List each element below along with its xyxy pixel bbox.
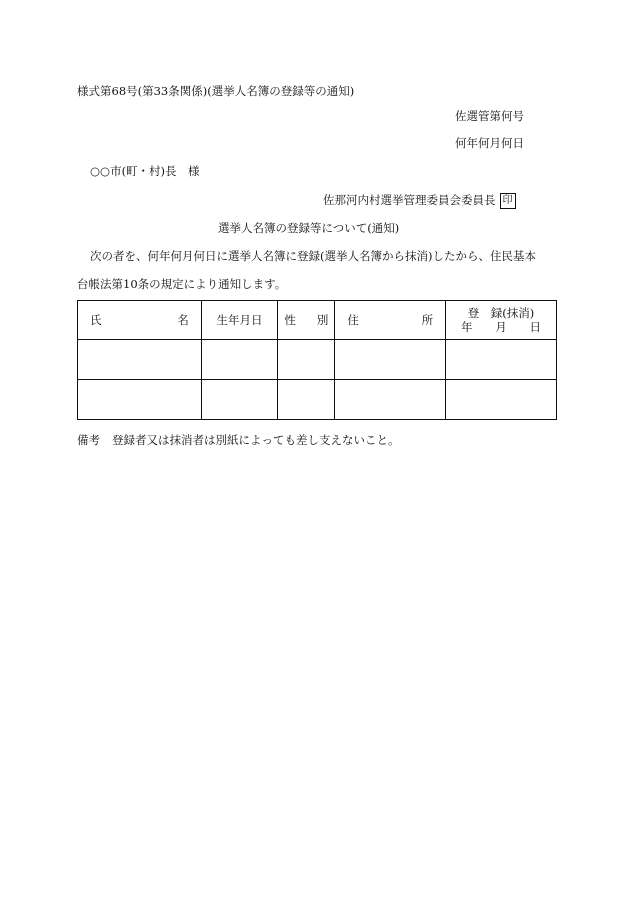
cell-birthdate <box>201 340 278 380</box>
cell-sex <box>278 340 335 380</box>
table-header-row <box>78 301 557 340</box>
addressee: ○○市(町・村)長 様 <box>90 164 200 178</box>
cell-address <box>335 340 446 380</box>
cell-name <box>78 340 202 380</box>
cell-birthdate <box>201 380 278 420</box>
remarks-label: 備考 <box>77 433 100 447</box>
seal-mark: 印 <box>500 193 516 209</box>
subject-line: 選挙人名簿の登録等について(通知) <box>218 221 400 235</box>
cell-registration <box>446 380 557 420</box>
cell-name <box>78 380 202 420</box>
header-registration: 登 録(抹消) 年 月 日 <box>446 301 557 340</box>
document-date: 何年何月何日 <box>455 136 524 150</box>
cell-registration <box>446 340 557 380</box>
table-row <box>78 380 557 420</box>
cell-sex <box>278 380 335 420</box>
table-row <box>78 340 557 380</box>
sender-name: 佐那河内村選挙管理委員会委員長 <box>323 193 496 207</box>
cell-address <box>335 380 446 420</box>
form-title: 様式第68号(第33条関係)(選挙人名簿の登録等の通知) <box>77 84 355 98</box>
sender-line <box>323 193 516 209</box>
body-text-line-1: 次の者を、何年何月何日に選挙人名簿に登録(選挙人名簿から抹消)したから、住民基本 <box>90 249 536 263</box>
registry-table <box>77 300 557 420</box>
body-text-line-2: 台帳法第10条の規定により通知します。 <box>77 277 287 291</box>
remarks-text: 登録者又は抹消者は別紙によっても差し支えないこと。 <box>112 433 400 447</box>
document-number: 佐選管第何号 <box>455 109 524 123</box>
header-name: 氏 名 <box>78 301 202 340</box>
header-address: 住 所 <box>335 301 446 340</box>
header-sex: 性 別 <box>278 301 335 340</box>
header-birthdate: 生年月日 <box>201 301 278 340</box>
